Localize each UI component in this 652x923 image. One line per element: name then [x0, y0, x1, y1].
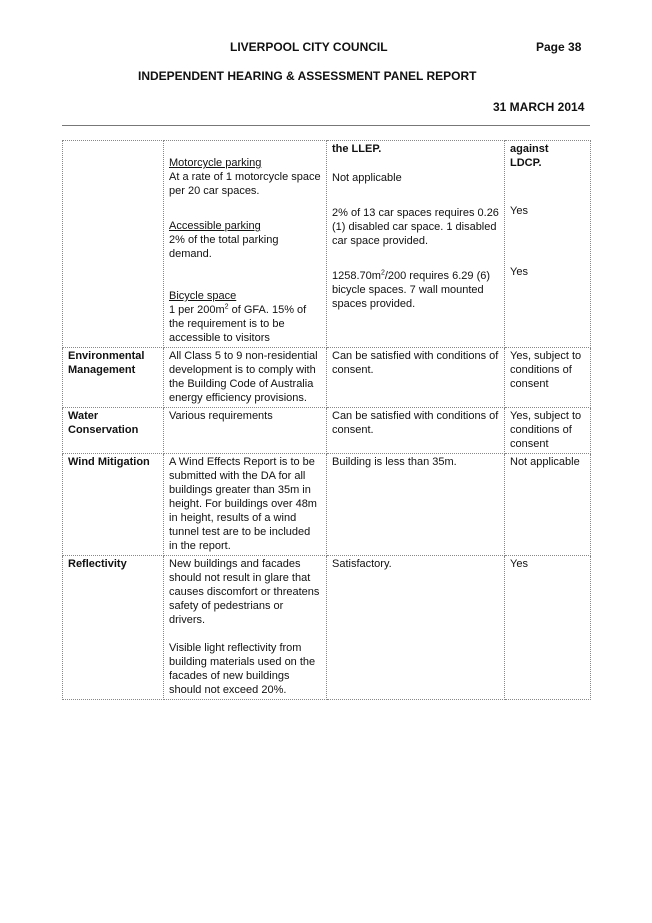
row-label: Environmental Management	[63, 348, 164, 408]
col3-header: the LLEP.	[332, 143, 382, 155]
table-row	[63, 141, 591, 348]
compliance-cell: Not applicable	[505, 454, 591, 556]
accessible-requirement: 2% of the total parking demand.	[169, 234, 279, 260]
council-name: LIVERPOOL CITY COUNCIL	[230, 40, 388, 54]
assessment-cell	[327, 141, 505, 348]
accessible-title: Accessible parking	[169, 220, 261, 232]
compliance-cell: Yes, subject to conditions of consent	[505, 348, 591, 408]
row-label: Reflectivity	[63, 556, 164, 700]
bicycle-title: Bicycle space	[169, 290, 237, 302]
col4-header-b: LDCP.	[510, 157, 542, 169]
requirement-cell	[164, 556, 327, 700]
bicycle-requirement: 1 per $200m^2$ of GFA. 15% of the requirement is to be accessible to visitors	[169, 303, 307, 344]
accessible-compliance: Yes	[510, 205, 528, 217]
requirement-cell	[164, 141, 327, 348]
requirement-cell: All Class 5 to 9 non-residential development is to comply with the Building Code of Australia energy efficiency provisions.	[164, 348, 327, 408]
page-number: Page 38	[536, 40, 582, 54]
table-row	[63, 556, 591, 700]
table-row	[63, 454, 591, 556]
assessment-cell: Can be satisfied with conditions of consent.	[327, 348, 505, 408]
motorcycle-requirement: At a rate of 1 motorcycle space per 20 car spaces.	[169, 171, 321, 197]
compliance-cell: Yes, subject to conditions of consent	[505, 408, 591, 454]
assessment-cell: Building is less than 35m.	[327, 454, 505, 556]
col4-header-a: against	[510, 143, 549, 155]
table-row	[63, 408, 591, 454]
bicycle-assessment: $1258.70m^2/200$ requires 6.29 (6) bicycle spaces. 7 wall mounted spaces provided.	[332, 269, 491, 310]
report-date: 31 MARCH 2014	[493, 100, 585, 114]
row-label-cell	[63, 141, 164, 348]
requirement-cell: Various requirements	[164, 408, 327, 454]
motorcycle-title: Motorcycle parking	[169, 157, 262, 169]
compliance-table	[62, 140, 591, 700]
bicycle-compliance: Yes	[510, 266, 528, 278]
row-label: Water Conservation	[63, 408, 164, 454]
assessment-cell: Satisfactory.	[327, 556, 505, 700]
accessible-assessment: 2% of 13 car spaces requires 0.26 (1) disabled car space. 1 disabled car space provided.	[332, 207, 499, 247]
table-row	[63, 348, 591, 408]
reflectivity-requirement-b: Visible light reflectivity from building materials used on the facades of new buildings should not exceed 20%.	[169, 642, 316, 696]
header-rule	[62, 125, 590, 126]
compliance-cell	[505, 141, 591, 348]
reflectivity-requirement-a: New buildings and facades should not result in glare that causes discomfort or threatens safety of pedestrians or drivers.	[169, 558, 320, 626]
requirement-cell: A Wind Effects Report is to be submitted with the DA for all buildings greater than 35m in height. For buildings over 48m in height, results of a wind tunnel test are to be included in the report.	[164, 454, 327, 556]
compliance-cell: Yes	[505, 556, 591, 700]
row-label: Wind Mitigation	[63, 454, 164, 556]
report-title: INDEPENDENT HEARING & ASSESSMENT PANEL REPORT	[138, 69, 477, 83]
motorcycle-assessment: Not applicable	[332, 172, 402, 184]
assessment-cell: Can be satisfied with conditions of consent.	[327, 408, 505, 454]
